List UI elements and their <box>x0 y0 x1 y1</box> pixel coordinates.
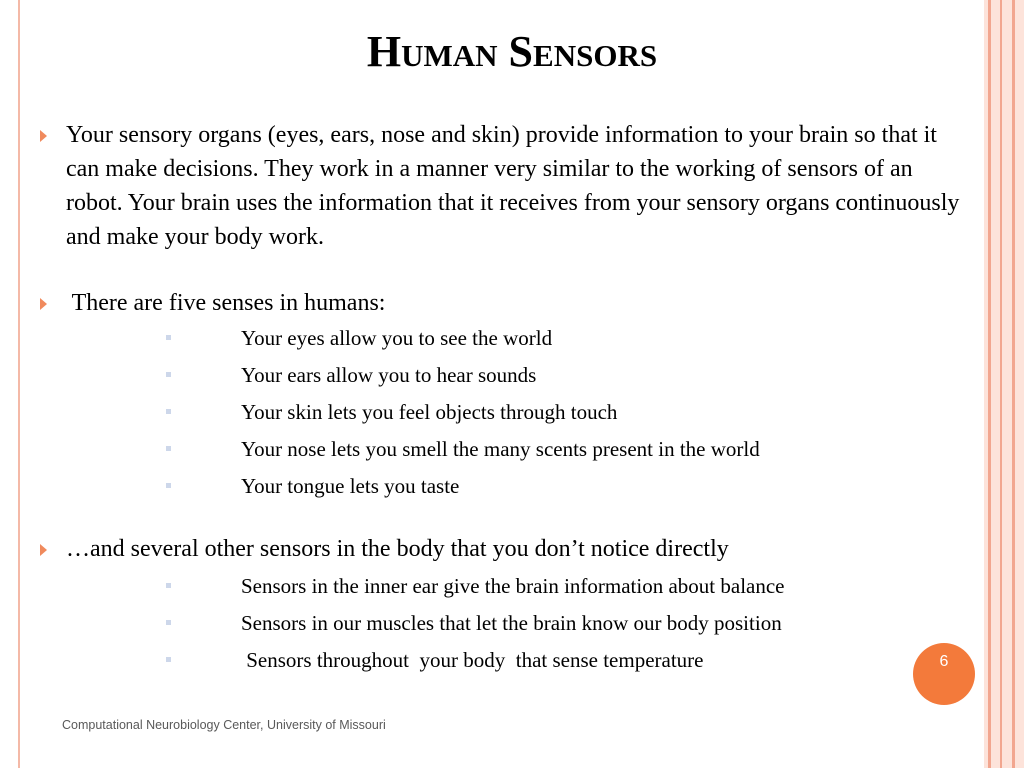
slide-title: Human Sensors <box>366 27 658 76</box>
stripe-line <box>1000 0 1002 768</box>
sub-bullet-text: Your skin lets you feel objects through touch <box>241 400 618 424</box>
square-bullet-icon <box>166 583 171 588</box>
sub-bullet-text: Your ears allow you to hear sounds <box>241 363 537 387</box>
page-number-badge: 6 <box>913 643 975 705</box>
square-bullet-icon <box>166 483 171 488</box>
sub-bullet-text: Your nose lets you smell the many scents present in the world <box>241 437 760 461</box>
sub-bullet-text: Sensors in our muscles that let the brain know our body position <box>241 611 782 635</box>
stripe-line <box>1012 0 1015 768</box>
bullet-text: Your sensory organs (eyes, ears, nose and skin) provide information to your brain so that it can make decisions. They work in a manner very similar to the working of sensors of an robot. Your brain uses the information that it receives from your sensory organs continuously and make your body work. <box>66 122 960 250</box>
bullet-arrow-icon <box>40 544 47 556</box>
sub-bullet-text: Sensors in the inner ear give the brain information about balance <box>241 574 785 598</box>
bullet-text: There are five senses in humans: <box>66 290 386 316</box>
footer-text: Computational Neurobiology Center, University of Missouri <box>62 718 386 732</box>
stripe-line <box>988 0 991 768</box>
square-bullet-icon <box>166 620 171 625</box>
square-bullet-icon <box>166 335 171 340</box>
bullet-arrow-icon <box>40 298 47 310</box>
square-bullet-icon <box>166 446 171 451</box>
left-border-line <box>18 0 20 768</box>
bullet-arrow-icon <box>40 130 47 142</box>
sub-bullet-text: Sensors throughout your body that sense temperature <box>241 648 704 672</box>
decorative-stripes <box>984 0 1024 768</box>
sub-bullet-text: Your eyes allow you to see the world <box>241 326 553 350</box>
bullet-text: …and several other sensors in the body that you don’t notice directly <box>66 536 729 562</box>
square-bullet-icon <box>166 372 171 377</box>
square-bullet-icon <box>166 657 171 662</box>
sub-bullet-text: Your tongue lets you taste <box>241 474 460 498</box>
square-bullet-icon <box>166 409 171 414</box>
